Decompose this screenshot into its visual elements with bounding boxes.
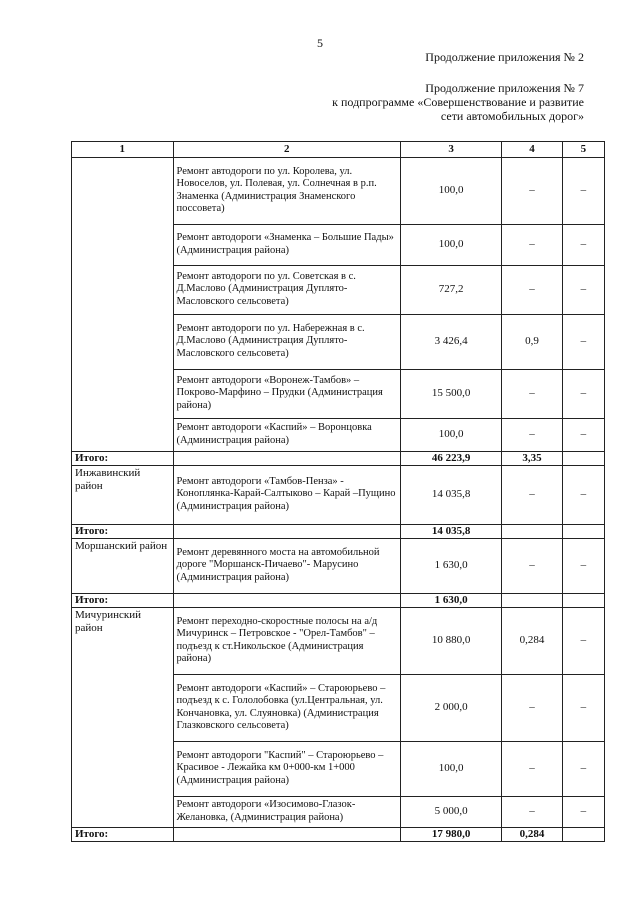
roads-table bbox=[71, 141, 605, 842]
col5-cell: – bbox=[562, 465, 604, 524]
table-header-row bbox=[72, 142, 605, 158]
length-cell: – bbox=[502, 418, 562, 451]
total-label: Итого: bbox=[72, 593, 174, 607]
amount-cell: 5 000,0 bbox=[400, 796, 502, 827]
length-cell: – bbox=[502, 369, 562, 418]
total-row bbox=[72, 827, 605, 841]
length-cell: – bbox=[502, 224, 562, 265]
length-cell: – bbox=[502, 157, 562, 224]
road-name: Ремонт автодороги «Воронеж-Тамбов» – Покрово-Марфино – Прудки (Администрация района) bbox=[173, 369, 400, 418]
total-length: 0,284 bbox=[502, 827, 562, 841]
col5-cell: – bbox=[562, 607, 604, 674]
amount-cell: 15 500,0 bbox=[400, 369, 502, 418]
total-empty bbox=[173, 827, 400, 841]
road-name: Ремонт автодороги «Тамбов-Пенза» - Коноплянка-Карай-Салтыково – Карай –Пущино (Администрация района) bbox=[173, 465, 400, 524]
amount-cell: 10 880,0 bbox=[400, 607, 502, 674]
district-cell bbox=[72, 157, 174, 451]
total-row bbox=[72, 593, 605, 607]
length-cell: 0,284 bbox=[502, 607, 562, 674]
table-row bbox=[72, 465, 605, 524]
table-row bbox=[72, 607, 605, 674]
amount-cell: 2 000,0 bbox=[400, 674, 502, 741]
total-empty bbox=[562, 451, 604, 465]
road-name: Ремонт автодороги «Каспий» – Староюрьево – подъезд к с. Гололобовка (ул.Центральная, ул. Кончановка, ул. Слуяновка) (Администрация Глазковского сельсовета) bbox=[173, 674, 400, 741]
amount-cell: 3 426,4 bbox=[400, 314, 502, 369]
appendix-7-header bbox=[332, 81, 584, 123]
subprogram-line-1: к подпрограмме «Совершенствование и развитие bbox=[332, 95, 584, 109]
road-name: Ремонт автодороги по ул. Набережная в с. Д.Маслово (Администрация Дуплято-Масловского сельсовета) bbox=[173, 314, 400, 369]
col5-cell: – bbox=[562, 224, 604, 265]
total-row bbox=[72, 524, 605, 538]
col5-cell: – bbox=[562, 265, 604, 314]
col5-cell: – bbox=[562, 314, 604, 369]
length-cell: – bbox=[502, 465, 562, 524]
amount-cell: 14 035,8 bbox=[400, 465, 502, 524]
road-name: Ремонт автодороги «Каспий» – Воронцовка (Администрация района) bbox=[173, 418, 400, 451]
amount-cell: 1 630,0 bbox=[400, 538, 502, 593]
district-cell: Мичуринский район bbox=[72, 607, 174, 827]
length-cell: – bbox=[502, 538, 562, 593]
page-number: 5 bbox=[317, 36, 323, 50]
col5-cell: – bbox=[562, 157, 604, 224]
total-empty bbox=[173, 451, 400, 465]
total-length bbox=[502, 593, 562, 607]
total-amount: 1 630,0 bbox=[400, 593, 502, 607]
col5-cell: – bbox=[562, 369, 604, 418]
col5-cell: – bbox=[562, 796, 604, 827]
column-header: 1 bbox=[72, 142, 174, 158]
total-label: Итого: bbox=[72, 827, 174, 841]
road-name: Ремонт автодороги по ул. Королева, ул. Новоселов, ул. Полевая, ул. Солнечная в р.п. Знаменка (Администрация Знаменского поссовета) bbox=[173, 157, 400, 224]
road-name: Ремонт автодороги «Знаменка – Большие Пады» (Администрация района) bbox=[173, 224, 400, 265]
col5-cell: – bbox=[562, 538, 604, 593]
total-amount: 46 223,9 bbox=[400, 451, 502, 465]
column-header: 5 bbox=[562, 142, 604, 158]
district-cell: Моршанский район bbox=[72, 538, 174, 593]
amount-cell: 100,0 bbox=[400, 418, 502, 451]
total-empty bbox=[562, 593, 604, 607]
amount-cell: 100,0 bbox=[400, 157, 502, 224]
table-row bbox=[72, 157, 605, 224]
amount-cell: 100,0 bbox=[400, 224, 502, 265]
road-name: Ремонт автодороги по ул. Советская в с. Д.Маслово (Администрация Дуплято-Масловского сельсовета) bbox=[173, 265, 400, 314]
column-header: 2 bbox=[173, 142, 400, 158]
total-empty bbox=[562, 524, 604, 538]
length-cell: – bbox=[502, 674, 562, 741]
total-label: Итого: bbox=[72, 451, 174, 465]
col5-cell: – bbox=[562, 418, 604, 451]
district-cell: Инжавинский район bbox=[72, 465, 174, 524]
col5-cell: – bbox=[562, 674, 604, 741]
amount-cell: 727,2 bbox=[400, 265, 502, 314]
length-cell: – bbox=[502, 741, 562, 796]
total-amount: 17 980,0 bbox=[400, 827, 502, 841]
total-empty bbox=[173, 593, 400, 607]
road-name: Ремонт переходно-скоростные полосы на а/д Мичуринск – Петровское - "Орел-Тамбов" – подъезд к ст.Никольское (Администрация района) bbox=[173, 607, 400, 674]
length-cell: – bbox=[502, 265, 562, 314]
total-label: Итого: bbox=[72, 524, 174, 538]
road-name: Ремонт автодороги «Изосимово-Глазок-Желановка, (Администрация района) bbox=[173, 796, 400, 827]
length-cell: – bbox=[502, 796, 562, 827]
road-name: Ремонт автодороги "Каспий" – Староюрьево – Красивое - Лежайка км 0+000-км 1+000 (Администрация района) bbox=[173, 741, 400, 796]
road-name: Ремонт деревянного моста на автомобильной дороге "Моршанск-Пичаево"- Марусино (Администрация района) bbox=[173, 538, 400, 593]
length-cell: 0,9 bbox=[502, 314, 562, 369]
total-empty bbox=[173, 524, 400, 538]
amount-cell: 100,0 bbox=[400, 741, 502, 796]
continuation-appendix-2: Продолжение приложения № 2 bbox=[425, 50, 584, 64]
table-row bbox=[72, 538, 605, 593]
continuation-appendix-7: Продолжение приложения № 7 bbox=[425, 81, 584, 95]
total-length bbox=[502, 524, 562, 538]
total-empty bbox=[562, 827, 604, 841]
total-amount: 14 035,8 bbox=[400, 524, 502, 538]
column-header: 3 bbox=[400, 142, 502, 158]
column-header: 4 bbox=[502, 142, 562, 158]
total-row bbox=[72, 451, 605, 465]
col5-cell: – bbox=[562, 741, 604, 796]
subprogram-line-2: сети автомобильных дорог» bbox=[440, 109, 584, 123]
total-length: 3,35 bbox=[502, 451, 562, 465]
